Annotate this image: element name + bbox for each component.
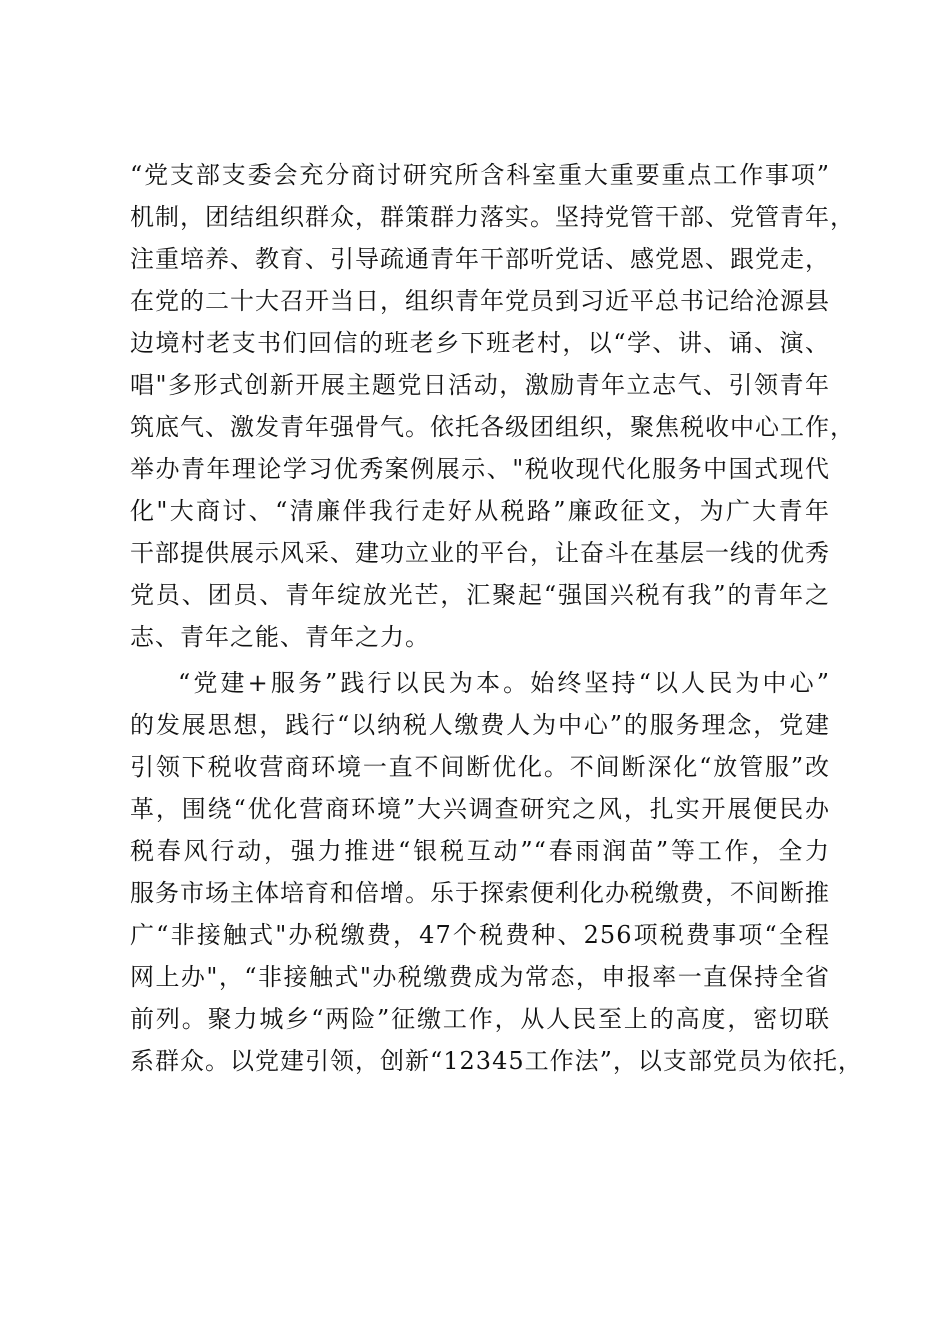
paragraph-2 [130,662,863,1082]
paragraph-1-line-5: 边境村老支书们回信的班老乡下班老村，以“学、讲、诵、演、 [130,329,830,357]
paragraph-2-line-9: 前列。聚力城乡“两险”征缴工作，从人民至上的高度，密切联 [130,1005,830,1033]
paragraph-1-line-9: 化"大商讨、“清廉伴我行走好从税路”廉政征文，为广大青年 [130,497,830,525]
paragraph-1-line-1: “党支部支委会充分商讨研究所含科室重大重要重点工作事项” [130,161,830,189]
paragraph-2-line-7: 广“非接触式"办税缴费，47个税费种、256项税费事项“全程 [130,921,830,949]
paragraph-1-line-12: 志、青年之能、青年之力。 [130,623,430,651]
paragraph-2-line-1: “党建+服务”践行以民为本。始终坚持“以人民为中心” [178,669,830,697]
paragraph-1 [130,154,855,658]
paragraph-1-line-2: 机制，团结组织群众，群策群力落实。坚持党管干部、党管青年， [130,203,855,231]
paragraph-1-line-8: 举办青年理论学习优秀案例展示、"税收现代化服务中国式现代 [130,455,830,483]
paragraph-2-line-3: 引领下税收营商环境一直不间断优化。不间断深化“放管服”改 [130,753,830,781]
paragraph-1-line-7: 筑底气、激发青年强骨气。依托各级团组织，聚焦税收中心工作， [130,413,855,441]
paragraph-1-line-4: 在党的二十大召开当日，组织青年党员到习近平总书记给沧源县 [130,287,830,315]
paragraph-2-line-8: 网上办"，“非接触式"办税缴费成为常态，申报率一直保持全省 [130,963,830,991]
paragraph-1-line-6: 唱"多形式创新开展主题党日活动，激励青年立志气、引领青年 [130,371,830,399]
paragraph-2-line-2: 的发展思想，践行“以纳税人缴费人为中心”的服务理念，党建 [130,711,830,739]
paragraph-2-line-5: 税春风行动，强力推进“银税互动”“春雨润苗”等工作，全力 [130,837,830,865]
paragraph-2-line-6: 服务市场主体培育和倍增。乐于探索便利化办税缴费，不间断推 [130,879,830,907]
paragraph-2-line-10: 系群众。以党建引领，创新“12345工作法”，以支部党员为依托， [130,1047,863,1075]
paragraph-2-line-4: 革，围绕“优化营商环境”大兴调查研究之风，扎实开展便民办 [130,795,830,823]
paragraph-1-line-3: 注重培养、教育、引导疏通青年干部听党话、感党恩、跟党走， [130,245,830,273]
paragraph-1-line-10: 干部提供展示风采、建功立业的平台，让奋斗在基层一线的优秀 [130,539,830,567]
paragraph-1-line-11: 党员、团员、青年绽放光芒，汇聚起“强国兴税有我”的青年之 [130,581,830,609]
